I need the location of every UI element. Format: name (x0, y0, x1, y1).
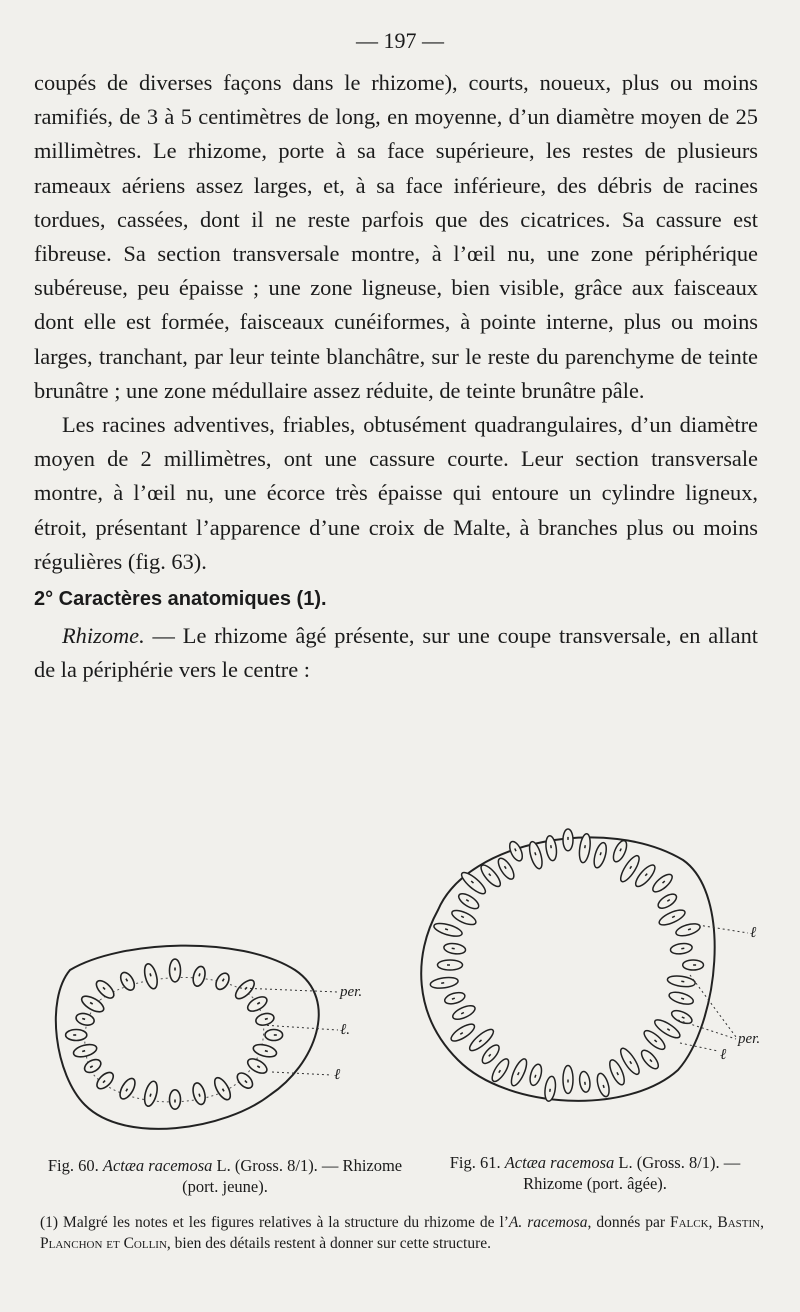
bundle-mark (150, 973, 151, 976)
footnote-text: , bien des détails restent à donner sur cette structure. (166, 1235, 492, 1252)
vascular-bundle (451, 1003, 477, 1022)
label-liber: ℓ (720, 1047, 727, 1063)
footnote (40, 1212, 764, 1254)
vascular-bundle (82, 1057, 103, 1075)
bundle-mark (82, 1019, 85, 1020)
bundle-mark (603, 1085, 604, 1088)
footnote-text: , donnés par (587, 1214, 670, 1231)
paragraph-text: — Le rhizome âgé présente, sur une coupe transversale, en allant de la périphérie vers le centre : (34, 623, 758, 683)
figure-61-caption (430, 1152, 760, 1194)
label-wood: ℓ (334, 1067, 341, 1083)
vascular-bundle (66, 1030, 87, 1041)
vascular-bundle (142, 1080, 159, 1108)
vascular-bundle (79, 993, 106, 1015)
vascular-bundle (611, 839, 630, 864)
vascular-bundle (265, 1030, 283, 1041)
vascular-bundle (245, 994, 269, 1014)
bundle-mark (82, 1051, 85, 1052)
vascular-bundle (563, 829, 573, 851)
vascular-bundle (212, 1075, 234, 1102)
section-heading: 2° Caractères anatomiques (1). (34, 588, 327, 611)
label-periderm: per. (340, 984, 363, 1000)
figure-61-old-rhizome (398, 815, 778, 1115)
lead-term: Rhizome. (62, 623, 145, 649)
body-text (34, 66, 758, 687)
vascular-bundle (75, 1012, 96, 1027)
bundle-mark (600, 852, 601, 855)
bundle-mark (535, 1075, 536, 1078)
label-periderm: per. (738, 1031, 761, 1047)
vascular-bundle (93, 978, 116, 1001)
label-wood: ℓ (750, 925, 757, 941)
vascular-bundle (191, 965, 207, 987)
footnote-text: Malgré les notes et les figures relatives à la structure du rhizome de l’ (63, 1214, 509, 1231)
bundle-mark (452, 998, 455, 999)
caption-rest: L. (Gross. 8/1). — Rhizome (port. jeune). (182, 1156, 403, 1196)
vascular-bundles (66, 959, 283, 1109)
bundle-mark (265, 1051, 268, 1052)
vascular-bundle (252, 1042, 278, 1059)
vascular-bundle (117, 1076, 138, 1101)
vascular-bundle (443, 942, 466, 955)
vascular-bundle (670, 942, 693, 955)
vascular-bundle (443, 990, 466, 1005)
page-number: — 197 — (356, 28, 444, 53)
vascular-bundle (72, 1042, 98, 1059)
vascular-bundle (668, 990, 695, 1007)
vascular-bundle (233, 977, 258, 1002)
footnote-authors: Falck, Bastin, Planchon et Collin (40, 1214, 764, 1252)
vascular-bundle (683, 960, 704, 970)
vascular-bundle (450, 908, 478, 928)
bundle-mark (265, 1019, 268, 1020)
bundle-mark (688, 929, 691, 930)
paragraph-rhizome-anatomy (34, 619, 758, 687)
vascular-bundle (675, 921, 702, 938)
vascular-bundle (430, 976, 459, 990)
vascular-bundle (489, 1057, 511, 1084)
vascular-bundle (191, 1082, 207, 1106)
vascular-bundle (595, 1072, 611, 1098)
paragraph-adventive-roots: Les racines adventives, friables, obtusément quadrangulaires, d’un diamètre moyen de 2 millimètres, ont une cassure courte. Leur section transversale montre, à l’œil nu, une écorce très épaisse qui entoure un cylindre ligneux, étroit, présentant l’apparence d’une croix de Malte, à branches plus ou moins régulières (fig. 63). (34, 412, 758, 574)
figure-60-caption (40, 1155, 410, 1197)
caption-taxon: Actæa racemosa (102, 1156, 213, 1175)
caption-prefix: Fig. 61. (449, 1153, 501, 1172)
figure-60-young-rhizome (40, 930, 390, 1155)
bundle-mark (199, 1094, 200, 1097)
vascular-bundle (527, 840, 544, 870)
bundle-mark (535, 852, 536, 855)
caption-rest: L. (Gross. 8/1). — Rhizome (port. âgée). (523, 1153, 741, 1193)
vascular-bundle (94, 1070, 116, 1092)
vascular-bundle (255, 1012, 276, 1027)
vascular-bundle (667, 974, 696, 988)
paragraph-rhizome-description: coupés de diverses façons dans le rhizome), courts, noueux, plus ou moins ramifiés, de 3 à 5 centimètres de long, en moyenne, d’un diamètre moyen de 25 millimètres. Le rhizome, porte à sa face supérieure, les restes de plusieurs rameaux aériens assez larges, et, à sa face inférieure, des débris de racines tordues, cassées, dont il ne reste parfois que des cicatrices. Sa cassure est fibreuse. Sa section transversale montre, à l’œil nu, une zone périphérique subéreuse, peu épaisse ; une zone ligneuse, bien visible, grâce aux faisceaux dont elle est formée, faisceaux cunéiformes, à pointe interne, plus ou moins larges, tranchant, par leur teinte blanchâtre, sur le reste du parenchyme de teinte brunâtre ; une zone médullaire assez réduite, de teinte brunâtre pâle. (34, 70, 758, 403)
vascular-bundle (670, 1008, 694, 1026)
footnote-taxon: A. racemosa (508, 1214, 588, 1231)
bundle-mark (150, 1094, 151, 1097)
vascular-bundle (656, 891, 679, 911)
bundle-mark (445, 929, 448, 930)
caption-taxon: Actæa racemosa (504, 1153, 615, 1172)
footnote-marker: (1) (40, 1214, 64, 1231)
bundle-mark (199, 973, 200, 976)
caption-prefix: Fig. 60. (47, 1156, 99, 1175)
bundle-mark (681, 998, 684, 999)
vascular-bundles (430, 829, 704, 1102)
label-liber: ℓ. (340, 1022, 350, 1038)
